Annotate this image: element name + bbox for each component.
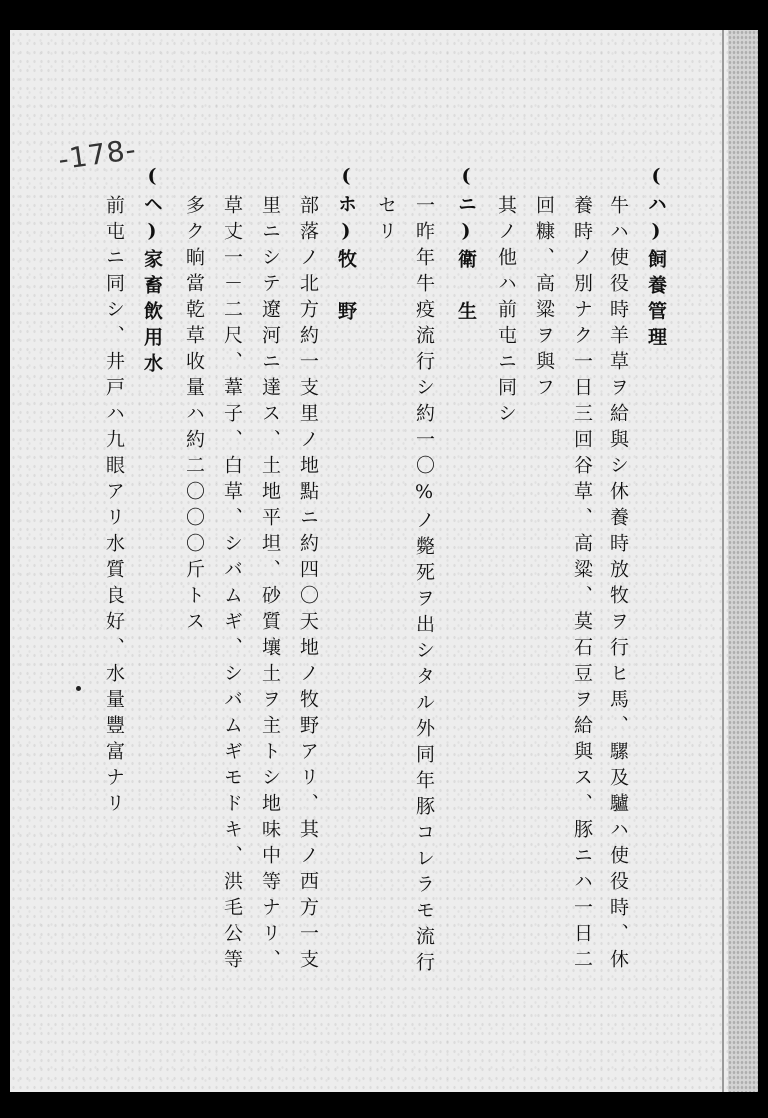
text-column: 回糠、高粱ヲ與フ	[533, 195, 555, 403]
text-column: 部落ノ北方約一支里ノ地點ニ約四〇天地ノ牧野アリ、其ノ西方一支	[297, 195, 319, 975]
text-column: 一昨年牛疫流行シ約一〇%ノ斃死ヲ出シタル外同年豚コレラモ流行	[413, 195, 435, 978]
text-column: 里ニシテ遼河ニ達ス、土地平坦、砂質壤土ヲ主トシ地味中等ナリ、	[259, 195, 281, 975]
text-column: 多ク晌當乾草收量ハ約二〇〇〇斤トス	[183, 195, 205, 637]
ink-dot	[76, 686, 81, 691]
text-column: 草丈一－二尺、葦子、白草、シバムギ、シバムギモドキ、洪毛公等	[221, 195, 243, 975]
next-page-edge	[728, 30, 758, 1092]
page-edge-shadow	[722, 30, 724, 1092]
section-heading-pasture: (ホ)牧 野	[335, 165, 357, 327]
text-column: 其ノ他ハ前屯ニ同シ	[495, 195, 517, 429]
text-column: 前屯ニ同シ、井戸ハ九眼アリ水質良好、水量豐富ナリ	[103, 195, 125, 819]
text-column: 養時ノ別ナク一日三回谷草、高粱、莫石豆ヲ給與ス、豚ニハ一日二	[571, 195, 593, 975]
text-column: 牛ハ使役時羊草ヲ給與シ休養時放牧ヲ行ヒ馬、騾及驢ハ使役時、休	[607, 195, 629, 975]
section-heading-hygiene: (ニ)衛 生	[455, 165, 477, 327]
section-heading-feeding: (ハ)飼養管理	[645, 165, 667, 353]
text-column: セリ	[375, 195, 397, 247]
section-heading-drinking-water: (ヘ)家畜飲用水	[141, 165, 163, 379]
page-number: -178-	[56, 132, 139, 177]
